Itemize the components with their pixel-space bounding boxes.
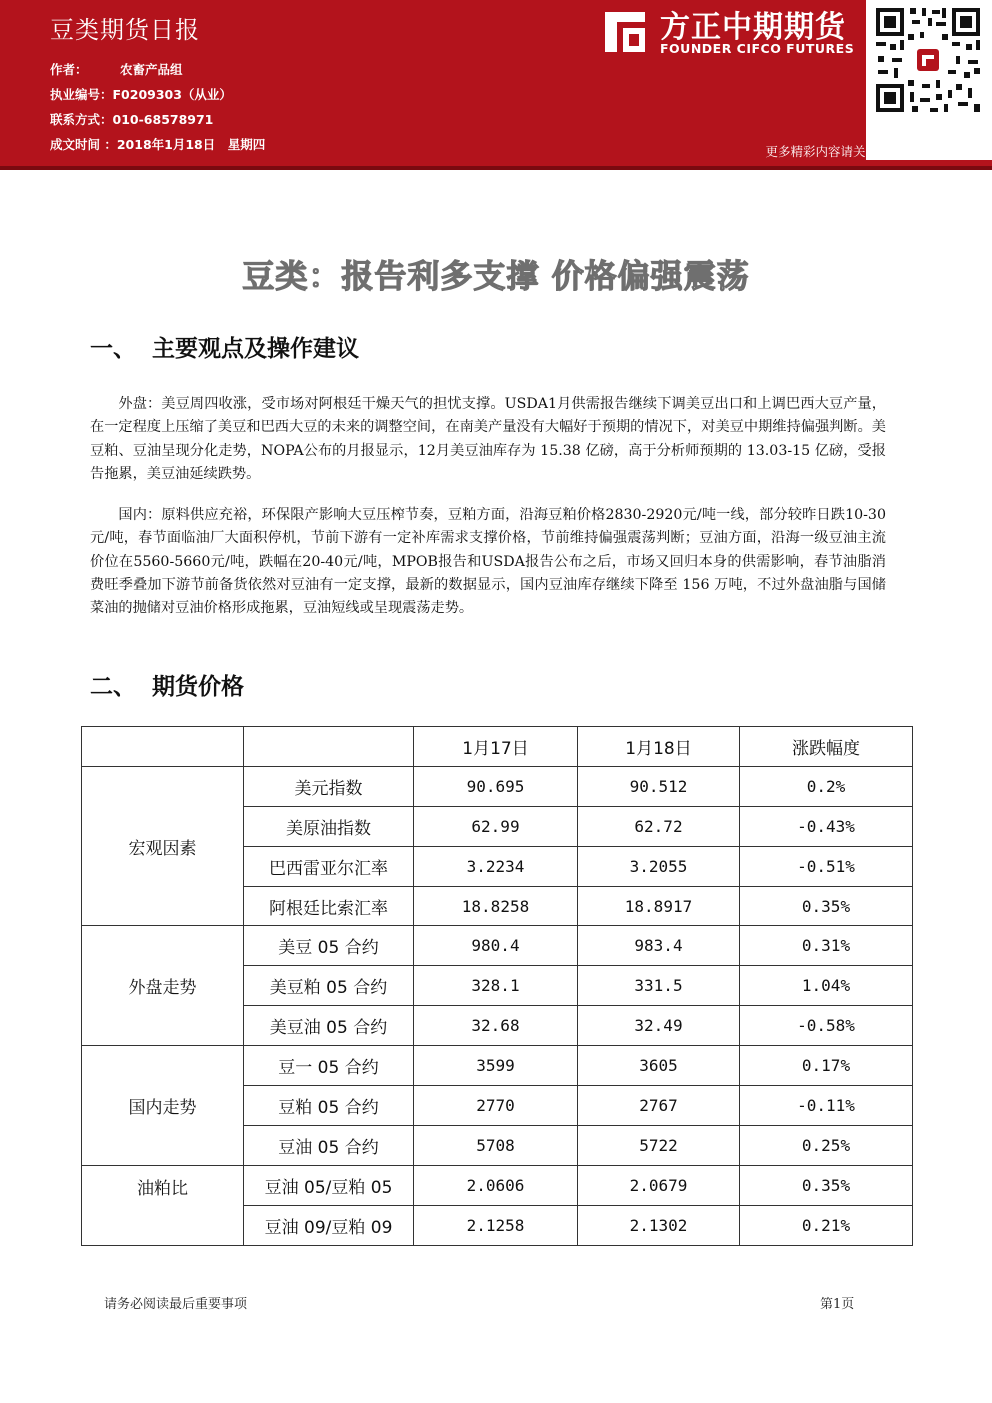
group-label: 国内走势 xyxy=(82,1046,244,1166)
value-cell: 2.0606 xyxy=(414,1165,578,1205)
change-cell: -0.43% xyxy=(740,806,913,846)
table-header-cell xyxy=(82,727,244,767)
table-header-cell: 涨跌幅度 xyxy=(740,727,913,767)
arrow-up-icon xyxy=(975,134,992,160)
value-cell: 2.1258 xyxy=(414,1205,578,1245)
item-label: 巴西雷亚尔汇率 xyxy=(244,846,414,886)
meta-date: 成文时间 ：2018年1月18日 星期四 xyxy=(50,137,266,152)
value-cell: 3.2234 xyxy=(414,846,578,886)
item-label: 豆油 09/豆粕 09 xyxy=(244,1205,414,1245)
item-label: 豆油 05 合约 xyxy=(244,1125,414,1165)
qr-code-icon xyxy=(872,4,984,116)
value-cell: 32.68 xyxy=(414,1006,578,1046)
change-cell: 0.21% xyxy=(740,1205,913,1245)
change-cell: 0.35% xyxy=(740,886,913,926)
item-label: 阿根廷比索汇率 xyxy=(244,886,414,926)
report-title: 豆类：报告利多支撑 价格偏强震荡 xyxy=(242,257,750,295)
value-cell: 3.2055 xyxy=(578,846,740,886)
table-row xyxy=(82,1165,913,1205)
value-cell: 32.49 xyxy=(578,1006,740,1046)
value-cell: 328.1 xyxy=(414,966,578,1006)
item-label: 美豆粕 05 合约 xyxy=(244,966,414,1006)
page-number: 第1页 xyxy=(820,1297,855,1312)
value-cell: 3599 xyxy=(414,1046,578,1086)
table-row xyxy=(82,766,913,806)
value-cell: 3605 xyxy=(578,1046,740,1086)
value-cell: 18.8917 xyxy=(578,886,740,926)
value-cell: 90.695 xyxy=(414,766,578,806)
value-cell: 331.5 xyxy=(578,966,740,1006)
meta-license: 执业编号：F0209303（从业） xyxy=(50,87,232,102)
brand-name-cn: 方正中期期货 xyxy=(660,10,846,45)
meta-author: 作者： 农畜产品组 xyxy=(50,62,183,77)
change-cell: 0.31% xyxy=(740,926,913,966)
table-row xyxy=(82,1046,913,1086)
change-cell: 0.25% xyxy=(740,1125,913,1165)
group-label: 宏观因素 xyxy=(82,766,244,926)
item-label: 美豆 05 合约 xyxy=(244,926,414,966)
wechat-note: 更多精彩内容请关注方正中期官方微信 xyxy=(765,144,978,159)
meta-contact: 联系方式：010-68578971 xyxy=(50,112,214,127)
section-heading-1: 一、 主要观点及操作建议 xyxy=(90,336,359,362)
change-cell: 1.04% xyxy=(740,966,913,1006)
header-bottom-dark-stripe xyxy=(0,166,992,170)
change-cell: 0.2% xyxy=(740,766,913,806)
footer-disclaimer: 请务必阅读最后重要事项 xyxy=(104,1297,248,1312)
item-label: 豆油 05/豆粕 05 xyxy=(244,1165,414,1205)
table-header-cell xyxy=(244,727,414,767)
change-cell: -0.58% xyxy=(740,1006,913,1046)
section-heading-2: 二、 期货价格 xyxy=(90,674,244,700)
futures-price-table xyxy=(81,726,913,1246)
change-cell: -0.51% xyxy=(740,846,913,886)
value-cell: 983.4 xyxy=(578,926,740,966)
value-cell: 90.512 xyxy=(578,766,740,806)
item-label: 美元指数 xyxy=(244,766,414,806)
item-label: 豆一 05 合约 xyxy=(244,1046,414,1086)
table-header-cell: 1月18日 xyxy=(578,727,740,767)
value-cell: 2767 xyxy=(578,1086,740,1126)
change-cell: 0.17% xyxy=(740,1046,913,1086)
item-label: 美豆油 05 合约 xyxy=(244,1006,414,1046)
founder-logo-icon xyxy=(601,8,649,56)
value-cell: 980.4 xyxy=(414,926,578,966)
value-cell: 2770 xyxy=(414,1086,578,1126)
group-label: 油粕比 xyxy=(82,1165,244,1245)
report-header xyxy=(0,0,992,172)
value-cell: 62.72 xyxy=(578,806,740,846)
table-row xyxy=(82,926,913,966)
paragraph-domestic: 国内：原料供应充裕，环保限产影响大豆压榨节奏，豆粕方面，沿海豆粕价格2830-2920元/吨一线，部分较昨日跌10-30元/吨，春节面临油厂大面积停机，节前下游有一定补库需求支撑价格，节前维持偏强震荡判断；豆油方面，沿海一级豆油主流价位在5560-5660元/吨，跌幅在20-40元/吨，MPOB报告和USDA报告公布之后，市场又回归本身的供需影响，春节油脂消费旺季叠加下游节前备货依然对豆油有一定支撑，最新的数据显示，国内豆油库存继续下降至 156 万吨，不过外盘油脂与国储菜油的抛储对豆油价格形成拖累，豆油短线或呈现震荡走势。 xyxy=(90,507,886,617)
table-header-row xyxy=(82,727,913,767)
value-cell: 5708 xyxy=(414,1125,578,1165)
value-cell: 62.99 xyxy=(414,806,578,846)
item-label: 豆粕 05 合约 xyxy=(244,1086,414,1126)
change-cell: -0.11% xyxy=(740,1086,913,1126)
item-label: 美原油指数 xyxy=(244,806,414,846)
group-label: 外盘走势 xyxy=(82,926,244,1046)
value-cell: 5722 xyxy=(578,1125,740,1165)
table-header-cell: 1月17日 xyxy=(414,727,578,767)
paragraph-overseas: 外盘：美豆周四收涨，受市场对阿根廷干燥天气的担忧支撑。USDA1月供需报告继续下调美豆出口和上调巴西大豆产量，在一定程度上压缩了美豆和巴西大豆的未来的调整空间，在南美产量没有大幅好于预期的情况下，对美豆中期维持偏强判断。美豆粕、豆油呈现分化走势，NOPA公布的月报显示，12月美豆油库存为 15.38 亿磅，高于分析师预期的 13.03-15 亿磅，受报告拖累，美豆油延续跌势。 xyxy=(90,396,886,482)
brand-name-en: FOUNDER CIFCO FUTURES xyxy=(660,41,855,56)
value-cell: 2.1302 xyxy=(578,1205,740,1245)
value-cell: 2.0679 xyxy=(578,1165,740,1205)
report-name: 豆类期货日报 xyxy=(50,16,200,44)
value-cell: 18.8258 xyxy=(414,886,578,926)
change-cell: 0.35% xyxy=(740,1165,913,1205)
